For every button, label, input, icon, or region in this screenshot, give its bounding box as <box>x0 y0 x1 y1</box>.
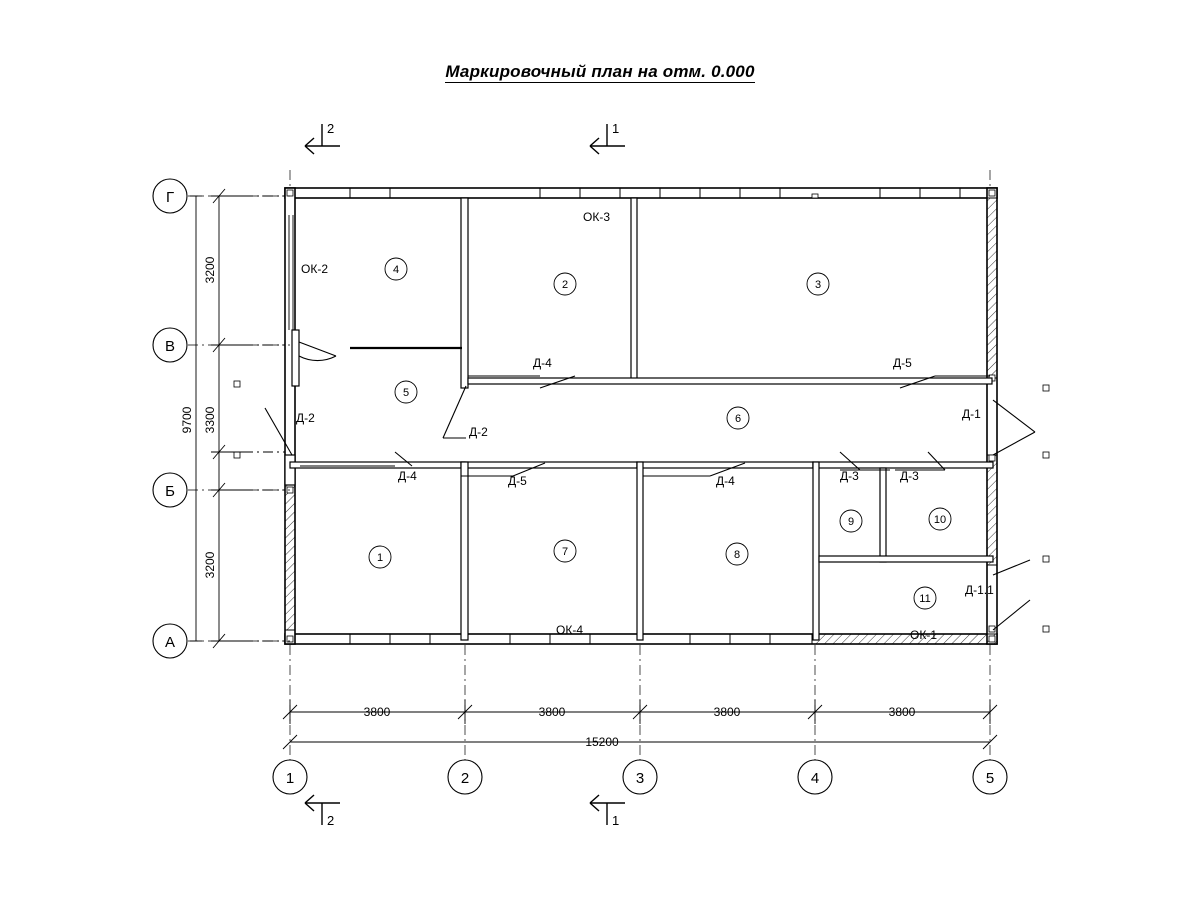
wall-hatch-right-lower <box>987 455 997 565</box>
dim-h-3800-3: 3800 <box>713 705 741 719</box>
wall-interior-v-8-9 <box>813 462 819 640</box>
witness-mark-right-4 <box>1043 626 1049 632</box>
wall-interior-h-9-10 <box>819 556 993 562</box>
wall-exterior-top <box>285 188 997 198</box>
axis-label-1: 1 <box>285 770 295 787</box>
pier-mark-right-b <box>989 455 995 461</box>
window-label-ok4: ОК-4 <box>556 623 583 637</box>
pier-mark-tl <box>287 190 293 196</box>
wall-hatch-bottom-right <box>812 634 997 644</box>
wall-interior-left-v-stub <box>292 330 299 386</box>
axis-label-v: В <box>164 338 176 355</box>
axis-label-3: 3 <box>635 770 645 787</box>
wall-interior-v-7-8 <box>637 462 643 640</box>
wall-interior-h-b-right <box>637 462 813 468</box>
section-mark-2-bottom-label: 2 <box>327 813 335 828</box>
dim-h-3800-4: 3800 <box>888 705 916 719</box>
wall-interior-left-stub <box>285 455 295 485</box>
door-label-d3-room9: Д-3 <box>840 469 859 483</box>
pier-mark-top-4 <box>812 194 818 198</box>
wall-hatch-right-upper <box>987 198 997 378</box>
dim-h-3800-1: 3800 <box>363 705 391 719</box>
section-mark-2-top-label: 2 <box>327 121 335 136</box>
door-label-d4-left: Д-4 <box>398 469 417 483</box>
room-label-7: 7 <box>561 546 569 558</box>
door-label-d3-room10: Д-3 <box>900 469 919 483</box>
wall-interior-v-462 <box>461 198 468 388</box>
door-label-d2-left: Д-2 <box>296 411 315 425</box>
room-label-5: 5 <box>402 387 410 399</box>
door-label-d5-corridor: Д-5 <box>508 474 527 488</box>
window-label-ok3: ОК-3 <box>583 210 610 224</box>
wall-interior-h-b-left <box>290 462 465 468</box>
section-mark-1-top-label: 1 <box>612 121 620 136</box>
room-label-4: 4 <box>392 264 400 276</box>
pier-mark-br <box>989 636 995 642</box>
dim-vertical-3200-top: 3200 <box>203 256 217 284</box>
wall-hatch-left-lower <box>285 480 295 630</box>
wall-interior-v-634 <box>631 198 637 383</box>
room-label-1: 1 <box>376 552 384 564</box>
axis-label-b: Б <box>165 483 175 500</box>
room-label-9: 9 <box>847 516 855 528</box>
door-label-d11: Д-1.1 <box>965 583 994 597</box>
section-mark-1-bottom-label: 1 <box>612 813 620 828</box>
witness-mark-left-1 <box>234 381 240 387</box>
door-label-d2-room5: Д-2 <box>469 425 488 439</box>
room-label-6: 6 <box>734 413 742 425</box>
pier-mark-tr <box>989 190 995 196</box>
window-label-ok2: ОК-2 <box>301 262 328 276</box>
axis-label-a: А <box>164 634 176 651</box>
door-swings <box>265 342 1035 630</box>
window-label-ok1: ОК-1 <box>910 628 937 642</box>
axis-bubbles <box>153 179 1007 794</box>
axis-label-5: 5 <box>985 770 995 787</box>
wall-interior-h-b-mid <box>461 462 637 468</box>
dim-vertical-3200-bottom: 3200 <box>203 551 217 579</box>
witness-mark-right-1 <box>1043 385 1049 391</box>
room-label-11: 11 <box>919 593 931 605</box>
room-label-8: 8 <box>733 549 741 561</box>
dim-h-3800-2: 3800 <box>538 705 566 719</box>
witness-mark-left-2 <box>234 452 240 458</box>
wall-interior-h-b-far <box>813 462 993 468</box>
door-label-d4-mid: Д-4 <box>716 474 735 488</box>
door-label-d5-top: Д-5 <box>893 356 912 370</box>
dim-vertical-total: 9700 <box>180 406 194 434</box>
wall-interior-v-1-7 <box>461 462 468 640</box>
door-label-d1: Д-1 <box>962 407 981 421</box>
witness-mark-right-3 <box>1043 556 1049 562</box>
room-label-10: 10 <box>933 514 947 526</box>
door-label-d4-top: Д-4 <box>533 356 552 370</box>
witness-mark-right-2 <box>1043 452 1049 458</box>
axis-label-4: 4 <box>810 770 820 787</box>
room-label-2: 2 <box>561 279 569 291</box>
page-title-text: Маркировочный план на отм. 0.000 <box>445 62 755 81</box>
dim-vertical-3300: 3300 <box>203 406 217 434</box>
axis-label-g: Г <box>165 189 175 206</box>
axis-label-2: 2 <box>460 770 470 787</box>
wall-interior-v-9-10 <box>880 468 886 562</box>
dim-h-total: 15200 <box>585 735 619 749</box>
room-label-3: 3 <box>814 279 822 291</box>
